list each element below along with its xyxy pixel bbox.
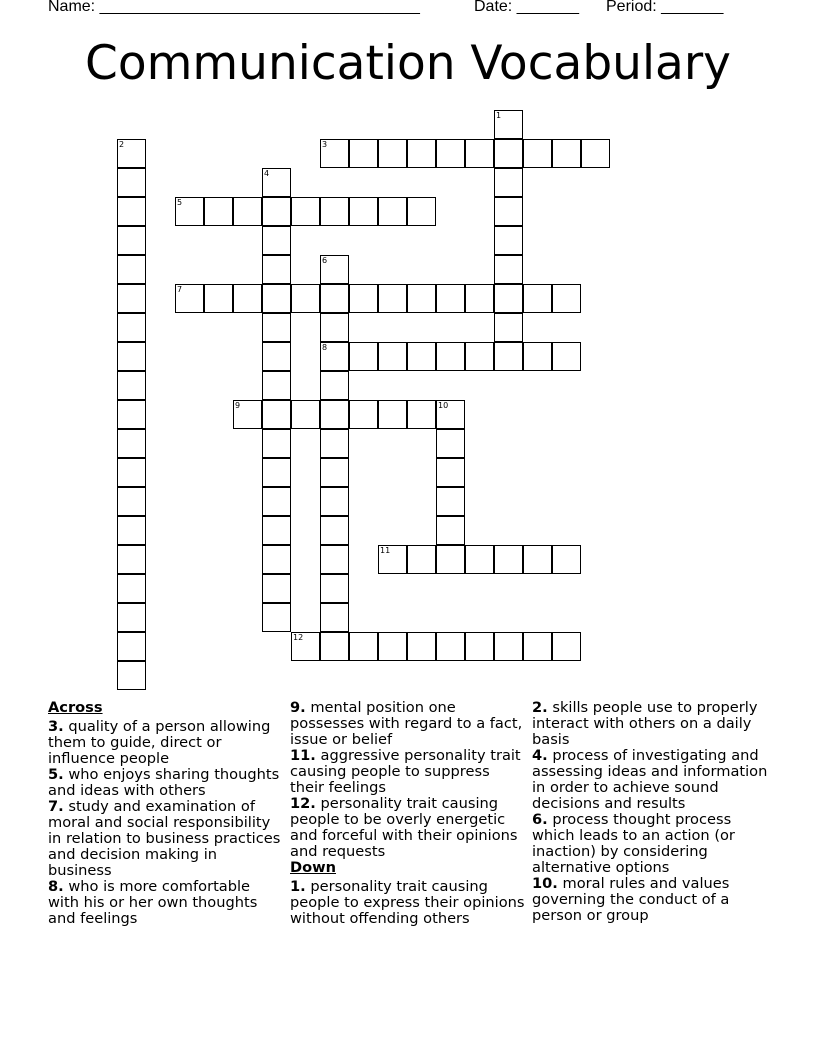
grid-cell[interactable] (436, 342, 465, 371)
clue-text: process thought process which leads to an action (or inaction) by considering alternative options (532, 811, 735, 876)
grid-cell[interactable] (552, 284, 581, 313)
grid-cell[interactable] (320, 632, 349, 661)
grid-cell[interactable] (117, 197, 146, 226)
clue-down-6 (532, 812, 768, 876)
grid-cell[interactable] (320, 255, 349, 284)
grid-cell[interactable] (523, 632, 552, 661)
grid-cell[interactable] (117, 487, 146, 516)
grid-cell[interactable] (117, 284, 146, 313)
grid-cell[interactable] (494, 284, 523, 313)
grid-cell[interactable] (262, 545, 291, 574)
grid-cell[interactable] (349, 284, 378, 313)
grid-cell[interactable] (262, 400, 291, 429)
cell-number: 10 (438, 401, 449, 410)
clue-across-9 (290, 700, 528, 748)
clue-text: who is more comfortable with his or her own thoughts and feelings (48, 878, 258, 927)
cell-number: 9 (235, 401, 241, 410)
grid-cell[interactable] (320, 197, 349, 226)
grid-cell[interactable] (262, 313, 291, 342)
grid-cell[interactable] (494, 139, 523, 168)
grid-cell[interactable] (262, 429, 291, 458)
cell-number: 1 (496, 111, 502, 120)
grid-cell[interactable] (320, 371, 349, 400)
grid-cell[interactable] (262, 574, 291, 603)
grid-cell[interactable] (378, 400, 407, 429)
grid-cell[interactable] (407, 342, 436, 371)
clue-number: 5. (48, 766, 64, 783)
grid-cell[interactable] (320, 516, 349, 545)
grid-cell[interactable] (407, 545, 436, 574)
clue-text: process of investigating and assessing ideas and information in order to achieve sound decisions and results (532, 747, 768, 812)
grid-cell[interactable] (407, 632, 436, 661)
across-heading: Across (48, 699, 103, 716)
clue-text: personality trait causing people to express their opinions without offending others (290, 878, 525, 927)
grid-cell[interactable] (320, 545, 349, 574)
grid-cell[interactable] (494, 342, 523, 371)
grid-cell[interactable] (262, 255, 291, 284)
grid-cell[interactable] (378, 342, 407, 371)
clue-number: 4. (532, 747, 548, 764)
grid-cell[interactable] (378, 197, 407, 226)
grid-cell[interactable] (204, 284, 233, 313)
grid-cell[interactable] (552, 632, 581, 661)
clue-number: 3. (48, 718, 64, 735)
cell-number: 5 (177, 198, 183, 207)
grid-cell[interactable] (117, 545, 146, 574)
grid-cell[interactable] (117, 516, 146, 545)
grid-cell[interactable] (175, 284, 204, 313)
grid-cell[interactable] (117, 139, 146, 168)
grid-cell[interactable] (436, 400, 465, 429)
grid-cell[interactable] (436, 545, 465, 574)
grid-cell[interactable] (233, 400, 262, 429)
grid-cell[interactable] (117, 603, 146, 632)
clue-text: moral rules and values governing the conduct of a person or group (532, 875, 730, 924)
clue-number: 6. (532, 811, 548, 828)
grid-cell[interactable] (320, 458, 349, 487)
clue-across-5 (48, 767, 284, 799)
grid-cell[interactable] (117, 313, 146, 342)
grid-cell[interactable] (117, 342, 146, 371)
clue-across-12 (290, 796, 528, 860)
grid-cell[interactable] (494, 313, 523, 342)
clue-number: 8. (48, 878, 64, 895)
grid-cell[interactable] (436, 632, 465, 661)
clue-column-2 (290, 700, 528, 927)
grid-cell[interactable] (320, 342, 349, 371)
clue-text: study and examination of moral and social responsibility in relation to business practices and decision making in business (48, 798, 281, 879)
down-heading: Down (290, 859, 337, 876)
clue-number: 11. (290, 747, 316, 764)
grid-cell[interactable] (407, 284, 436, 313)
grid-cell[interactable] (320, 603, 349, 632)
grid-cell[interactable] (262, 197, 291, 226)
clue-across-3 (48, 719, 284, 767)
grid-cell[interactable] (494, 168, 523, 197)
grid-cell[interactable] (117, 661, 146, 690)
grid-cell[interactable] (436, 139, 465, 168)
grid-cell[interactable] (117, 632, 146, 661)
grid-cell[interactable] (523, 284, 552, 313)
grid-cell[interactable] (320, 284, 349, 313)
clue-text: who enjoys sharing thoughts and ideas with others (48, 766, 280, 799)
grid-cell[interactable] (494, 255, 523, 284)
clue-down-10 (532, 876, 768, 924)
clue-down-4 (532, 748, 768, 812)
clue-number: 10. (532, 875, 558, 892)
grid-cell[interactable] (291, 400, 320, 429)
grid-cell[interactable] (494, 226, 523, 255)
clue-down-1 (290, 879, 528, 927)
grid-cell[interactable] (436, 284, 465, 313)
grid-cell[interactable] (494, 197, 523, 226)
grid-cell[interactable] (262, 487, 291, 516)
grid-cell[interactable] (436, 429, 465, 458)
grid-cell[interactable] (175, 197, 204, 226)
grid-cell[interactable] (349, 632, 378, 661)
grid-cell[interactable] (262, 603, 291, 632)
date-field[interactable]: Date: _______ (474, 0, 579, 15)
cell-number: 11 (380, 546, 391, 555)
clue-text: mental position one possesses with regard to a fact, issue or belief (290, 699, 523, 748)
grid-cell[interactable] (494, 632, 523, 661)
grid-cell[interactable] (320, 313, 349, 342)
grid-cell[interactable] (117, 255, 146, 284)
clue-text: personality trait causing people to be overly energetic and forceful with their opinions and requests (290, 795, 518, 860)
clue-column-3 (532, 700, 768, 924)
cell-number: 8 (322, 343, 328, 352)
grid-cell[interactable] (494, 545, 523, 574)
clue-across-11 (290, 748, 528, 796)
grid-cell[interactable] (117, 226, 146, 255)
grid-cell[interactable] (349, 400, 378, 429)
grid-cell[interactable] (320, 487, 349, 516)
clue-across-7 (48, 799, 284, 879)
grid-cell[interactable] (291, 197, 320, 226)
grid-cell[interactable] (320, 139, 349, 168)
grid-cell[interactable] (349, 342, 378, 371)
grid-cell[interactable] (117, 458, 146, 487)
clue-number: 7. (48, 798, 64, 815)
grid-cell[interactable] (233, 197, 262, 226)
grid-cell[interactable] (465, 632, 494, 661)
grid-cell[interactable] (523, 342, 552, 371)
clue-text: aggressive personality trait causing people to suppress their feelings (290, 747, 521, 796)
grid-cell[interactable] (262, 458, 291, 487)
grid-cell[interactable] (117, 400, 146, 429)
grid-cell[interactable] (262, 342, 291, 371)
grid-cell[interactable] (407, 139, 436, 168)
cell-number: 3 (322, 140, 328, 149)
grid-cell[interactable] (523, 545, 552, 574)
grid-cell[interactable] (204, 197, 233, 226)
grid-cell[interactable] (117, 168, 146, 197)
grid-cell[interactable] (378, 632, 407, 661)
grid-cell[interactable] (552, 342, 581, 371)
grid-cell[interactable] (494, 110, 523, 139)
grid-cell[interactable] (291, 632, 320, 661)
period-field[interactable]: Period: _______ (606, 0, 724, 15)
clue-number: 12. (290, 795, 316, 812)
clue-text: skills people use to properly interact with others on a daily basis (532, 699, 758, 748)
grid-cell[interactable] (465, 139, 494, 168)
grid-cell[interactable] (262, 168, 291, 197)
cell-number: 6 (322, 256, 328, 265)
grid-cell[interactable] (262, 516, 291, 545)
grid-cell[interactable] (349, 139, 378, 168)
grid-cell[interactable] (378, 139, 407, 168)
grid-cell[interactable] (117, 429, 146, 458)
grid-cell[interactable] (262, 284, 291, 313)
grid-cell[interactable] (407, 197, 436, 226)
cell-number: 12 (293, 633, 304, 642)
grid-cell[interactable] (233, 284, 262, 313)
grid-cell[interactable] (552, 545, 581, 574)
grid-cell[interactable] (117, 574, 146, 603)
grid-cell[interactable] (117, 371, 146, 400)
clue-down-2 (532, 700, 768, 748)
grid-cell[interactable] (349, 197, 378, 226)
grid-cell[interactable] (320, 400, 349, 429)
clue-text: quality of a person allowing them to guide, direct or influence people (48, 718, 271, 767)
grid-cell[interactable] (581, 139, 610, 168)
grid-cell[interactable] (320, 429, 349, 458)
cell-number: 4 (264, 169, 270, 178)
clue-number: 1. (290, 878, 306, 895)
clue-across-8 (48, 879, 284, 927)
grid-cell[interactable] (436, 458, 465, 487)
name-field[interactable]: Name: ____________________________________ (48, 0, 420, 15)
grid-cell[interactable] (262, 371, 291, 400)
grid-cell[interactable] (378, 284, 407, 313)
grid-cell[interactable] (436, 487, 465, 516)
cell-number: 7 (177, 285, 183, 294)
cell-number: 2 (119, 140, 125, 149)
grid-cell[interactable] (465, 284, 494, 313)
grid-cell[interactable] (407, 400, 436, 429)
clue-number: 2. (532, 699, 548, 716)
grid-cell[interactable] (320, 574, 349, 603)
clue-column-1 (48, 700, 284, 927)
grid-cell[interactable] (436, 516, 465, 545)
page-title: Communication Vocabulary (85, 36, 731, 91)
grid-cell[interactable] (523, 139, 552, 168)
grid-cell[interactable] (465, 545, 494, 574)
clue-number: 9. (290, 699, 306, 716)
grid-cell[interactable] (262, 226, 291, 255)
grid-cell[interactable] (552, 139, 581, 168)
grid-cell[interactable] (378, 545, 407, 574)
grid-cell[interactable] (465, 342, 494, 371)
grid-cell[interactable] (291, 284, 320, 313)
